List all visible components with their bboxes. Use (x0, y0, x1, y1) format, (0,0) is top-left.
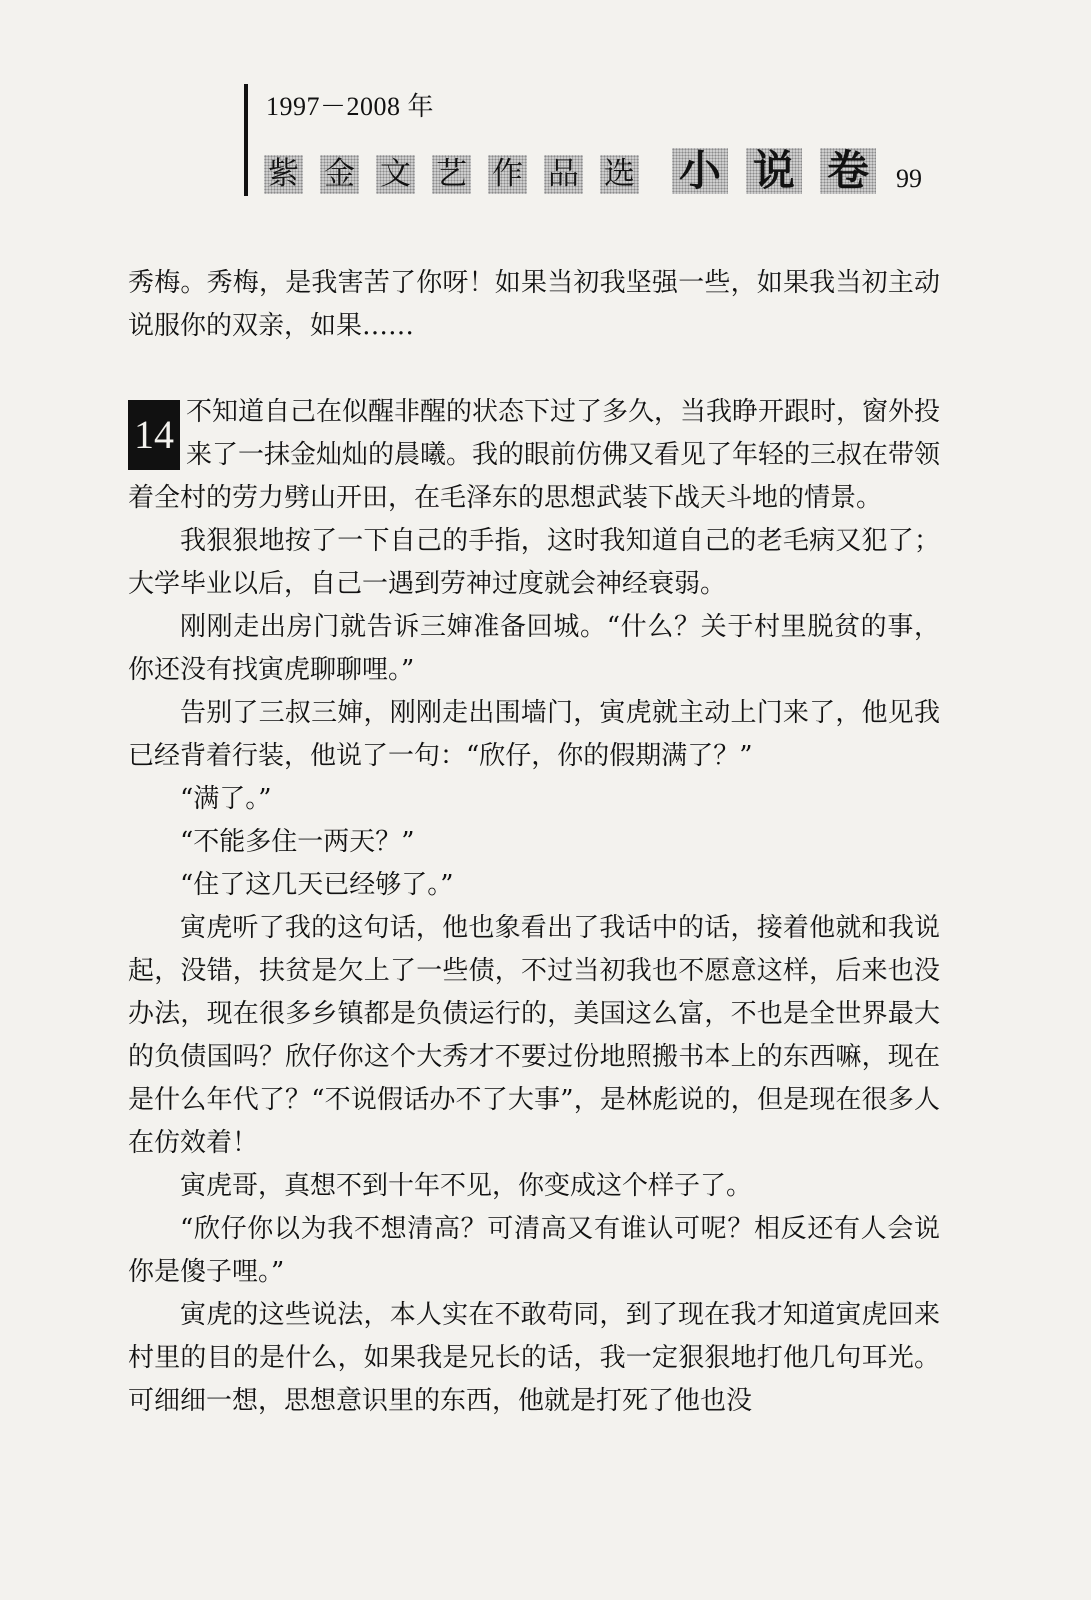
series-title-char: 作 (488, 155, 527, 194)
header-vertical-rule (244, 84, 248, 196)
series-title-char: 金 (320, 155, 359, 194)
body-paragraph: 我狠狠地按了一下自己的手指，这时我知道自己的老毛病又犯了；大学毕业以后，自己一遇到劳神过度就会神经衰弱。 (128, 526, 940, 599)
dialogue-line: “住了这几天已经够了。” (180, 870, 454, 900)
volume-title-char: 卷 (820, 148, 876, 194)
body-paragraph: “欣仔你以为我不想清高？可清高又有谁认可呢？相反还有人会说你是傻子哩。” (128, 1214, 940, 1287)
dialogue-line: “满了。” (180, 784, 272, 814)
dialogue-line: “不能多住一两天？” (180, 827, 415, 857)
chapter-first-paragraph: 不知道自己在似醒非醒的状态下过了多久，当我睁开跟时，窗外投来了一抹金灿灿的晨曦。我的眼前仿佛又看见了年轻的三叔在带领着全村的劳力劈山开田，在毛泽东的思想武装下战天斗地的情景。 (128, 397, 941, 513)
series-title-char: 艺 (432, 155, 471, 194)
body-paragraph: 寅虎哥，真想不到十年不见，你变成这个样子了。 (180, 1171, 753, 1201)
body-paragraph: 寅虎的这些说法，本人实在不敢苟同，到了现在我才知道寅虎回来村里的目的是什么，如果我是兄长的话，我一定狠狠地打他几句耳光。可细细一想，思想意识里的东西，他就是打死了他也没 (128, 1300, 940, 1416)
series-title (264, 148, 894, 194)
volume-title-char: 说 (746, 148, 802, 194)
series-title-char: 选 (600, 155, 639, 194)
body-paragraph: 刚刚走出房门就告诉三婶准备回城。“什么？关于村里脱贫的事，你还没有找寅虎聊聊哩。” (128, 612, 940, 685)
page-body (128, 262, 940, 1423)
header-years: 1997－2008 年 (266, 92, 435, 121)
body-paragraph: 告别了三叔三婶，刚刚走出围墙门，寅虎就主动上门来了，他见我已经背着行装，他说了一句：“欣仔，你的假期满了？” (128, 698, 940, 771)
body-paragraph: 寅虎听了我的这句话，他也象看出了我话中的话，接着他就和我说起，没错，扶贫是欠上了一些债，不过当初我也不愿意这样，后来也没办法，现在很多乡镇都是负债运行的，美国这么富，不也是全世界最大的负债国吗？欣仔你这个大秀才不要过份地照搬书本上的东西嘛，现在是什么年代了？“不说假话办不了大事”，是林彪说的，但是现在很多人在仿效着！ (128, 913, 940, 1158)
page-number: 99 (896, 164, 922, 193)
series-title-char: 品 (544, 155, 583, 194)
volume-title-char: 小 (672, 148, 728, 194)
chapter-number-badge: 14 (128, 400, 180, 470)
page-header (244, 80, 944, 198)
section-gap (128, 348, 940, 391)
series-title-char: 文 (376, 155, 415, 194)
intro-paragraph: 秀梅。秀梅，是我害苦了你呀！如果当初我坚强一些，如果我当初主动说服你的双亲，如果…… (128, 268, 940, 341)
series-title-char: 紫 (264, 155, 303, 194)
